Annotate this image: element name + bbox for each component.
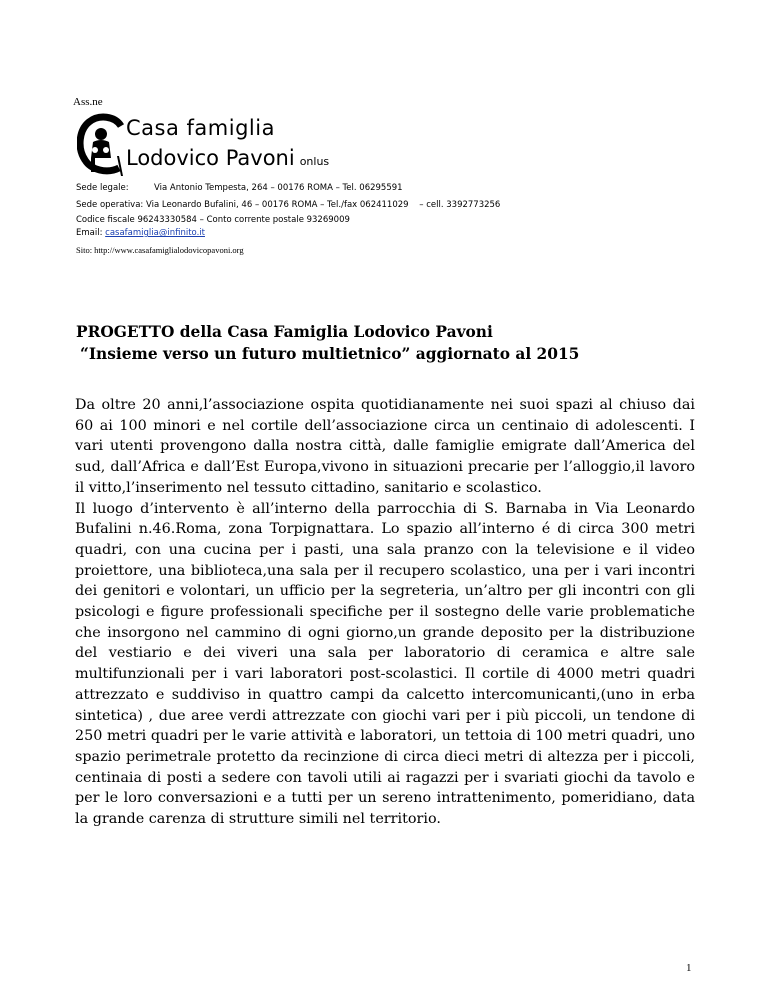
document-body: [75, 395, 695, 830]
cell-number: – cell. 3392773256: [419, 200, 501, 210]
sede-legale-line: [76, 183, 403, 193]
website-line: Sito: http://www.casafamiglialodovicopavoni.org: [76, 245, 244, 255]
email-label: Email:: [76, 228, 103, 238]
sede-operativa-value: Via Leonardo Bufalini, 46 – 00176 ROMA – Tel./fax: [145, 200, 358, 210]
page-number: 1: [686, 962, 692, 974]
organization-name-line2: [126, 146, 329, 170]
project-title: PROGETTO della Casa Famiglia Lodovico Pavoni: [76, 323, 493, 341]
onlus-label: onlus: [299, 155, 330, 168]
organization-name: Lodovico Pavoni: [126, 146, 295, 170]
sede-legale-value: Via Antonio Tempesta, 264 – 00176 ROMA – Tel. 06295591: [154, 183, 403, 193]
codice-fiscale-line: Codice fiscale 96243330584 – Conto corrente postale 93269009: [76, 215, 350, 225]
fax-number: 062411029: [359, 200, 409, 210]
sede-operativa-line: [76, 200, 500, 210]
sede-legale-label: Sede legale:: [76, 183, 129, 193]
association-abbrev: Ass.ne: [73, 96, 103, 108]
project-subtitle: “Insieme verso un futuro multietnico” aggiornato al 2015: [80, 345, 580, 363]
email-link[interactable]: casafamiglia@infinito.it: [105, 228, 205, 238]
body-paragraph-2: Il luogo d’intervento è all’interno della parrocchia di S. Barnaba in Via Leonardo Bufalini n.46.Roma, zona Torpignattara. Lo spazio all’interno é di circa 300 metri quadri, con una cucina per i pasti, una sala pranzo con la televisione e il video proiettore, una biblioteca,una sala per il recupero scolastico, una per i vari incontri dei genitori e volontari, un ufficio per la segreteria, un’altro per gli incontri con gli psicologi e figure professionali specifiche per il sostegno delle varie problematiche che insorgono nel cammino di ogni giorno,un grande deposito per la distribuzione del vestiario e dei viveri una sala per laboratorio di ceramica e altre sale multifunzionali per i vari laboratori post-scolastici. Il cortile di 4000 metri quadri attrezzato e suddiviso in quattro campi da calcetto intercomunicanti,(uno in erba sintetica) , due aree verdi attrezzate con giochi vari per i più piccoli, un tendone di 250 metri quadri per le varie attività e laboratori, un tettoia di 100 metri quadri, uno spazio perimetrale protetto da recinzione di circa dieci metri di altezza per i piccoli, centinaia di posti a sedere con tavoli utili ai ragazzi per i svariati giochi da tavolo e per le loro conversazioni e a tutti per un sereno intrattenimento, pomeridiano, data la grande carenza di strutture simili nel territorio.: [75, 500, 695, 828]
organization-name-line1: Casa famiglia: [126, 116, 275, 140]
body-paragraph-1: Da oltre 20 anni,l’associazione ospita quotidianamente nei suoi spazi al chiuso dai 60 ai 100 minori e nel cortile dell’associazione circa un centinaio di adolescenti. I vari utenti provengono dalla nostra città, dalle famiglie emigrate dall’America del sud, dall’Africa e dall’Est Europa,vivono in situazioni precarie per l’alloggio,il lavoro il vitto,l’inserimento nel tessuto cittadino, sanitario e scolastico.: [75, 397, 695, 496]
casa-famiglia-logo-icon: [77, 112, 127, 178]
email-line: [76, 228, 205, 238]
sede-operativa-label: Sede operativa:: [76, 200, 144, 210]
